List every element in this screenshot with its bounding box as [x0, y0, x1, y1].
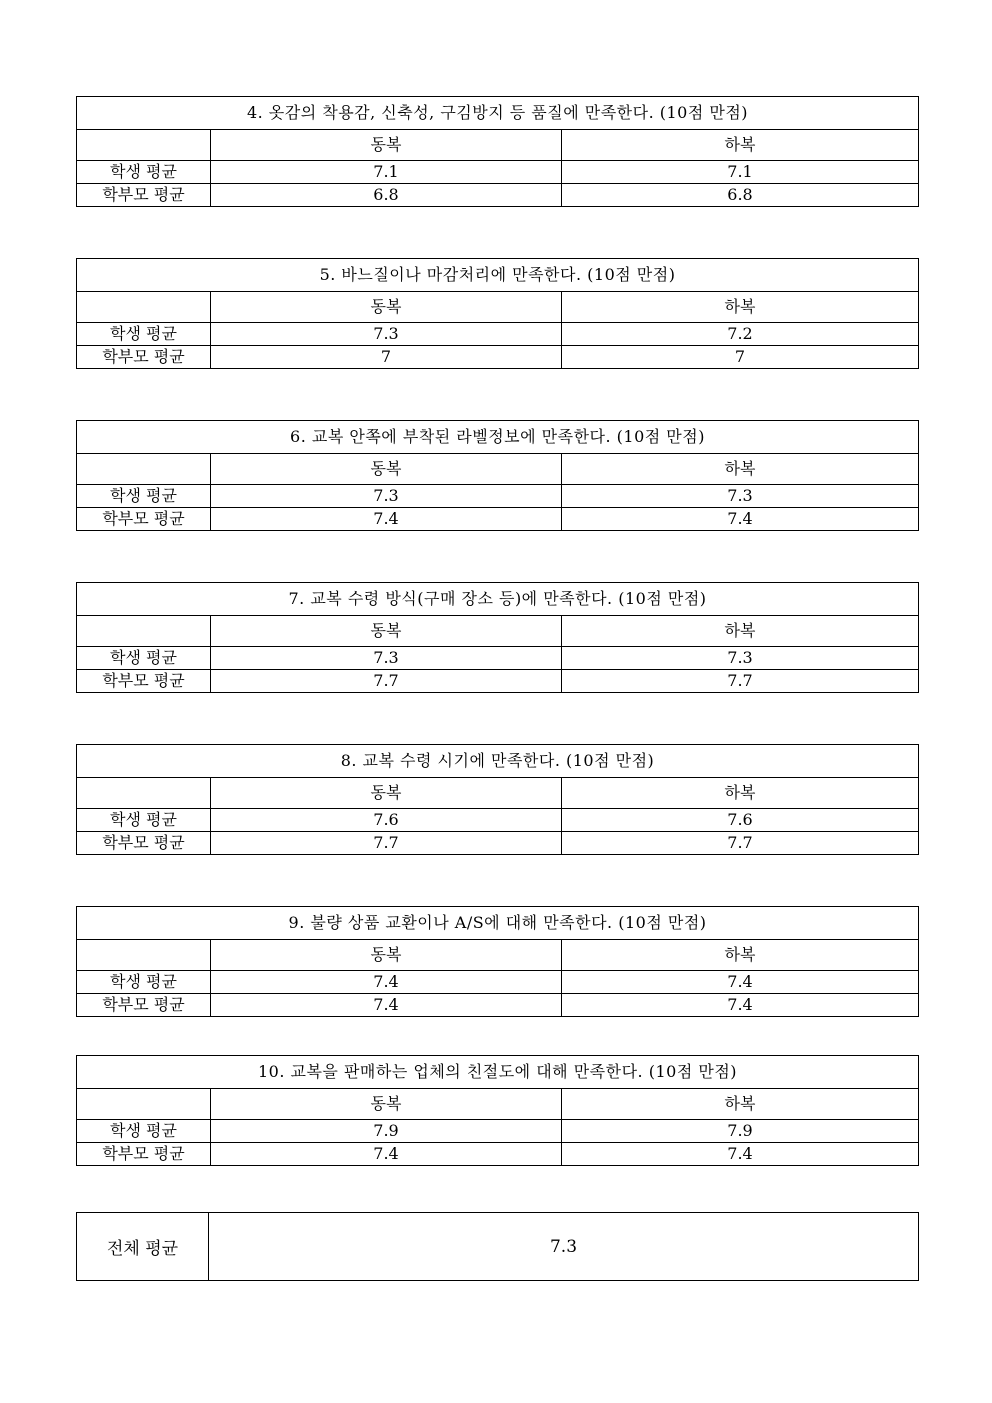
parent-summer-value: 7.4: [562, 508, 919, 531]
header-summer: 하복: [562, 130, 919, 161]
student-summer-value: 7.2: [562, 323, 919, 346]
student-winter-value: 7.3: [211, 485, 562, 508]
parent-winter-value: 7.4: [211, 1143, 562, 1166]
parent-winter-value: 7.4: [211, 994, 562, 1017]
overall-average-label: 전체 평균: [77, 1213, 209, 1281]
row-label-student: 학생 평균: [77, 647, 211, 670]
header-winter: 동복: [211, 940, 562, 971]
row-label-parent: 학부모 평균: [77, 832, 211, 855]
header-winter: 동복: [211, 454, 562, 485]
header-blank: [77, 940, 211, 971]
question-5-table: [76, 258, 919, 369]
parent-summer-value: 6.8: [562, 184, 919, 207]
overall-average-table: [76, 1212, 919, 1281]
question-4-table: [76, 96, 919, 207]
parent-summer-value: 7.4: [562, 1143, 919, 1166]
parent-summer-value: 7.4: [562, 994, 919, 1017]
header-blank: [77, 1089, 211, 1120]
header-blank: [77, 454, 211, 485]
row-label-parent: 학부모 평균: [77, 184, 211, 207]
header-blank: [77, 778, 211, 809]
student-summer-value: 7.6: [562, 809, 919, 832]
student-summer-value: 7.3: [562, 485, 919, 508]
parent-winter-value: 7.7: [211, 832, 562, 855]
question-title: 7. 교복 수령 방식(구매 장소 등)에 만족한다. (10점 만점): [77, 583, 919, 616]
student-summer-value: 7.9: [562, 1120, 919, 1143]
row-label-parent: 학부모 평균: [77, 508, 211, 531]
header-winter: 동복: [211, 292, 562, 323]
header-summer: 하복: [562, 940, 919, 971]
row-label-student: 학생 평균: [77, 323, 211, 346]
row-label-student: 학생 평균: [77, 809, 211, 832]
parent-summer-value: 7: [562, 346, 919, 369]
overall-average-value: 7.3: [209, 1213, 919, 1281]
row-label-student: 학생 평균: [77, 1120, 211, 1143]
row-label-parent: 학부모 평균: [77, 994, 211, 1017]
student-winter-value: 7.9: [211, 1120, 562, 1143]
parent-winter-value: 6.8: [211, 184, 562, 207]
header-summer: 하복: [562, 1089, 919, 1120]
student-winter-value: 7.6: [211, 809, 562, 832]
parent-winter-value: 7.7: [211, 670, 562, 693]
row-label-student: 학생 평균: [77, 485, 211, 508]
student-summer-value: 7.4: [562, 971, 919, 994]
question-10-table: [76, 1055, 919, 1166]
question-title: 4. 옷감의 착용감, 신축성, 구김방지 등 품질에 만족한다. (10점 만점): [77, 97, 919, 130]
parent-summer-value: 7.7: [562, 670, 919, 693]
header-winter: 동복: [211, 130, 562, 161]
student-summer-value: 7.3: [562, 647, 919, 670]
student-summer-value: 7.1: [562, 161, 919, 184]
row-label-parent: 학부모 평균: [77, 1143, 211, 1166]
student-winter-value: 7.3: [211, 647, 562, 670]
header-blank: [77, 130, 211, 161]
student-winter-value: 7.1: [211, 161, 562, 184]
question-9-table: [76, 906, 919, 1017]
question-title: 6. 교복 안쪽에 부착된 라벨정보에 만족한다. (10점 만점): [77, 421, 919, 454]
parent-winter-value: 7: [211, 346, 562, 369]
header-blank: [77, 292, 211, 323]
question-title: 9. 불량 상품 교환이나 A/S에 대해 만족한다. (10점 만점): [77, 907, 919, 940]
header-winter: 동복: [211, 778, 562, 809]
row-label-parent: 학부모 평균: [77, 670, 211, 693]
header-winter: 동복: [211, 1089, 562, 1120]
parent-winter-value: 7.4: [211, 508, 562, 531]
question-title: 8. 교복 수령 시기에 만족한다. (10점 만점): [77, 745, 919, 778]
question-title: 10. 교복을 판매하는 업체의 친절도에 대해 만족한다. (10점 만점): [77, 1056, 919, 1089]
student-winter-value: 7.3: [211, 323, 562, 346]
header-summer: 하복: [562, 454, 919, 485]
header-summer: 하복: [562, 616, 919, 647]
question-7-table: [76, 582, 919, 693]
parent-summer-value: 7.7: [562, 832, 919, 855]
header-summer: 하복: [562, 292, 919, 323]
question-6-table: [76, 420, 919, 531]
row-label-parent: 학부모 평균: [77, 346, 211, 369]
question-title: 5. 바느질이나 마감처리에 만족한다. (10점 만점): [77, 259, 919, 292]
header-winter: 동복: [211, 616, 562, 647]
question-8-table: [76, 744, 919, 855]
student-winter-value: 7.4: [211, 971, 562, 994]
header-blank: [77, 616, 211, 647]
header-summer: 하복: [562, 778, 919, 809]
row-label-student: 학생 평균: [77, 971, 211, 994]
row-label-student: 학생 평균: [77, 161, 211, 184]
